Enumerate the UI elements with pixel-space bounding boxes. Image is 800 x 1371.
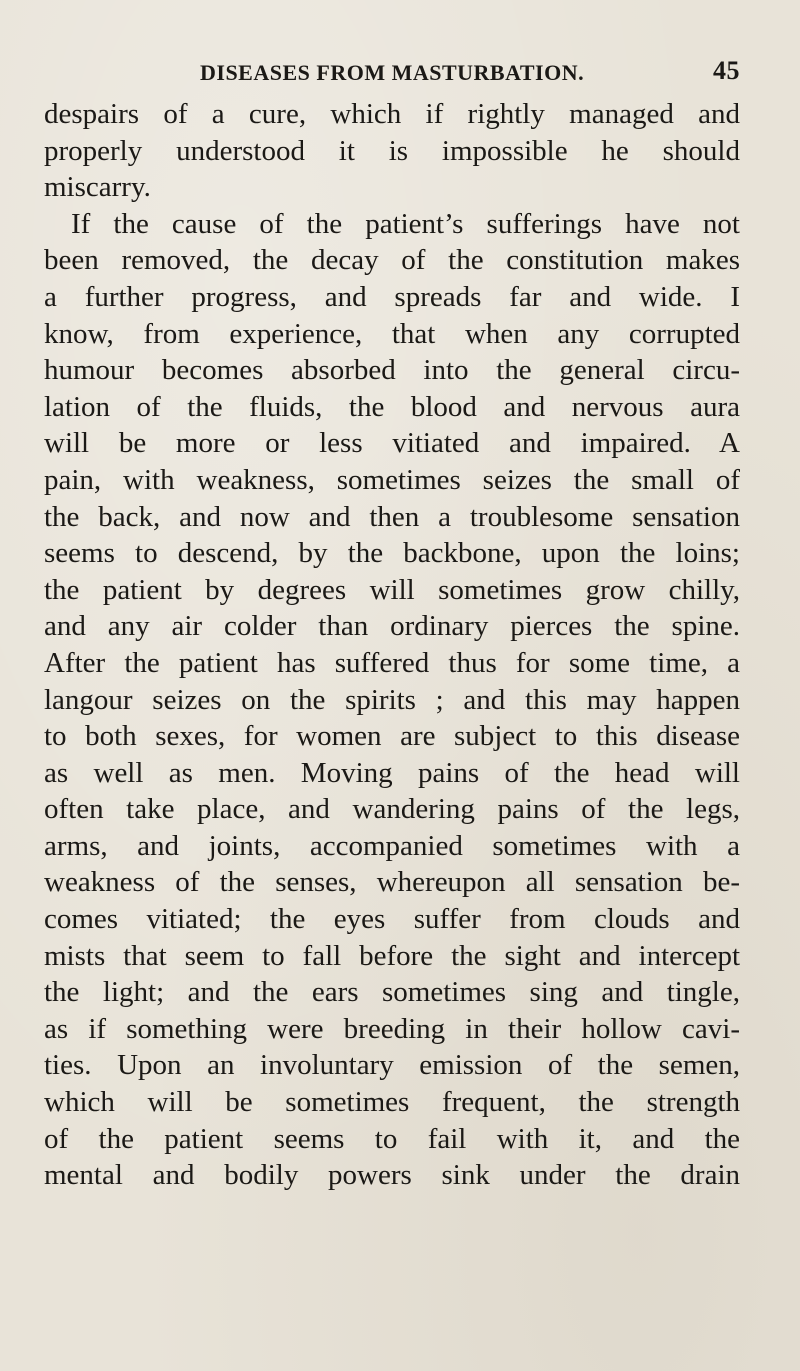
text-line: arms, and joints, accompanied sometimes with a [44,829,740,862]
text-line: the patient by degrees will sometimes grow chilly, [44,573,740,606]
text-line: mists that seem to fall before the sight and intercept [44,939,740,972]
text-line: a further progress, and spreads far and wide. I [44,280,740,313]
text-line: comes vitiated; the eyes suffer from clouds and [44,903,740,936]
text-line: know, from experience, that when any corrupted [44,317,740,350]
text-line: langour seizes on the spirits ; and this may happen [44,683,740,716]
text-line: often take place, and wandering pains of the legs, [44,793,740,826]
text-line: properly understood it is impossible he should [44,134,740,167]
running-head [200,56,740,90]
text-line: to both sexes, for women are subject to this disease [44,720,740,753]
text-line: will be more or less vitiated and impaired. A [44,427,740,460]
body-text [44,96,740,1194]
text-line: and any air colder than ordinary pierces the spine. [44,610,740,643]
text-line: mental and bodily powers sink under the drain [44,1159,740,1192]
text-line: pain, with weakness, sometimes seizes the small of [44,463,740,496]
page-number: 45 [713,56,740,85]
running-title: DISEASES FROM MASTURBATION. [200,60,585,85]
text-line: of the patient seems to fail with it, and the [44,1122,740,1155]
text-line: been removed, the decay of the constitution makes [44,244,740,277]
text-line: as if something were breeding in their hollow cavi- [44,1012,740,1045]
text-line: seems to descend, by the backbone, upon the loins; [44,537,740,570]
text-line: as well as men. Moving pains of the head will [44,756,740,789]
text-line: the back, and now and then a troublesome sensation [44,500,740,533]
text-line: weakness of the senses, whereupon all sensation be- [44,866,740,899]
text-line: which will be sometimes frequent, the strength [44,1086,740,1119]
text-line: despairs of a cure, which if rightly managed and [44,98,740,130]
text-line: ties. Upon an involuntary emission of the semen, [44,1049,740,1082]
text-line: If the cause of the patient’s sufferings have not [71,207,740,240]
text-line: miscarry. [44,171,151,204]
text-line: the light; and the ears sometimes sing and tingle, [44,976,740,1009]
text-line: lation of the fluids, the blood and nervous aura [44,390,740,423]
text-line: After the patient has suffered thus for some time, a [44,646,740,679]
text-line: humour becomes absorbed into the general circu- [44,354,740,387]
